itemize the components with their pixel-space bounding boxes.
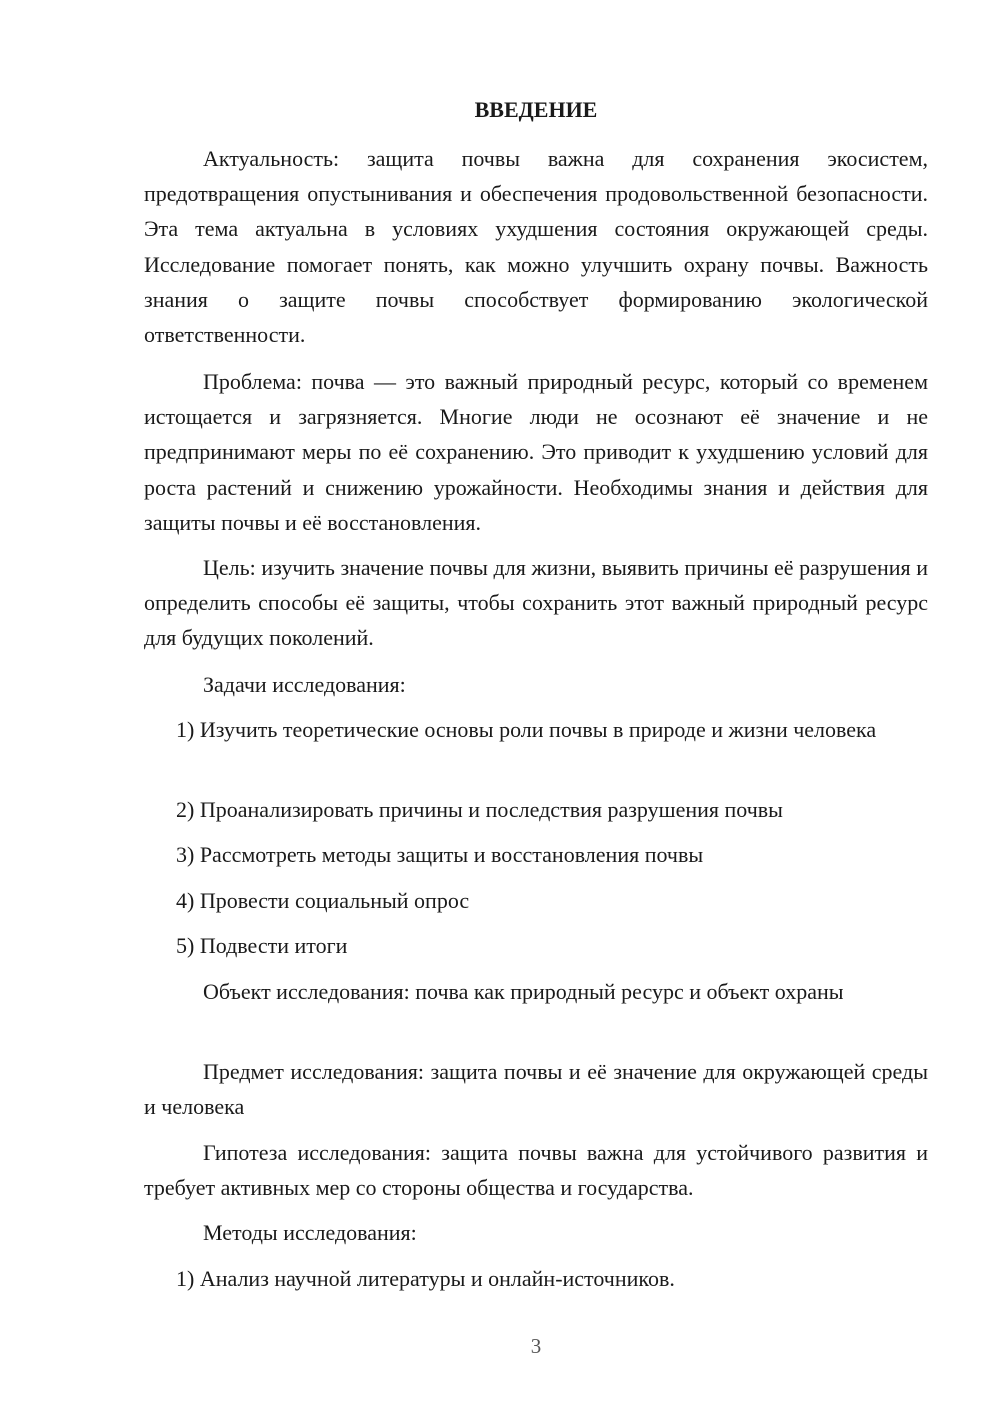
paragraph-subject: Предмет исследования: защита почвы и её значение для окружающей среды и человека [144, 1059, 928, 1120]
task-item-1: 1) Изучить теоретические основы роли почвы в природе и жизни человека [176, 717, 877, 742]
task-item-5: 5) Подвести итоги [176, 933, 348, 958]
paragraph-goal: Цель: изучить значение почвы для жизни, выявить причины её разрушения и определить способы её защиты, чтобы сохранить этот важный природный ресурс для будущих поколений. [144, 555, 928, 651]
task-item-2: 2) Проанализировать причины и последствия разрушения почвы [176, 797, 783, 822]
document-page [144, 0, 928, 1414]
task-item-3: 3) Рассмотреть методы защиты и восстановления почвы [176, 842, 704, 867]
paragraph-tasks-heading: Задачи исследования: [203, 672, 406, 697]
paragraph-object: Объект исследования: почва как природный ресурс и объект охраны [203, 979, 844, 1004]
paragraph-methods-heading: Методы исследования: [203, 1220, 417, 1245]
paragraph-hypothesis: Гипотеза исследования: защита почвы важна для устойчивого развития и требует активных мер со стороны общества и государства. [144, 1140, 928, 1201]
method-item-1: 1) Анализ научной литературы и онлайн-источников. [176, 1266, 675, 1291]
paragraph-relevance: Актуальность: защита почвы важна для сохранения экосистем, предотвращения опустынивания и обеспечения продовольственной безопасности. Эта тема актуальна в условиях ухудшения состояния окружающей среды. Исследование помогает понять, как можно улучшить охрану почвы. Важность знания о защите почвы способствует формированию экологической ответственности. [144, 146, 928, 348]
section-title: ВВЕДЕНИЕ [474, 97, 598, 122]
page-number: 3 [530, 1334, 542, 1358]
paragraph-problem: Проблема: почва — это важный природный ресурс, который со временем истощается и загрязняется. Многие люди не осознают её значение и не предпринимают меры по её сохранению. Это приводит к ухудшению условий для роста растений и снижению урожайности. Необходимы знания и действия для защиты почвы и её восстановления. [144, 369, 928, 535]
task-item-4: 4) Провести социальный опрос [176, 888, 470, 913]
